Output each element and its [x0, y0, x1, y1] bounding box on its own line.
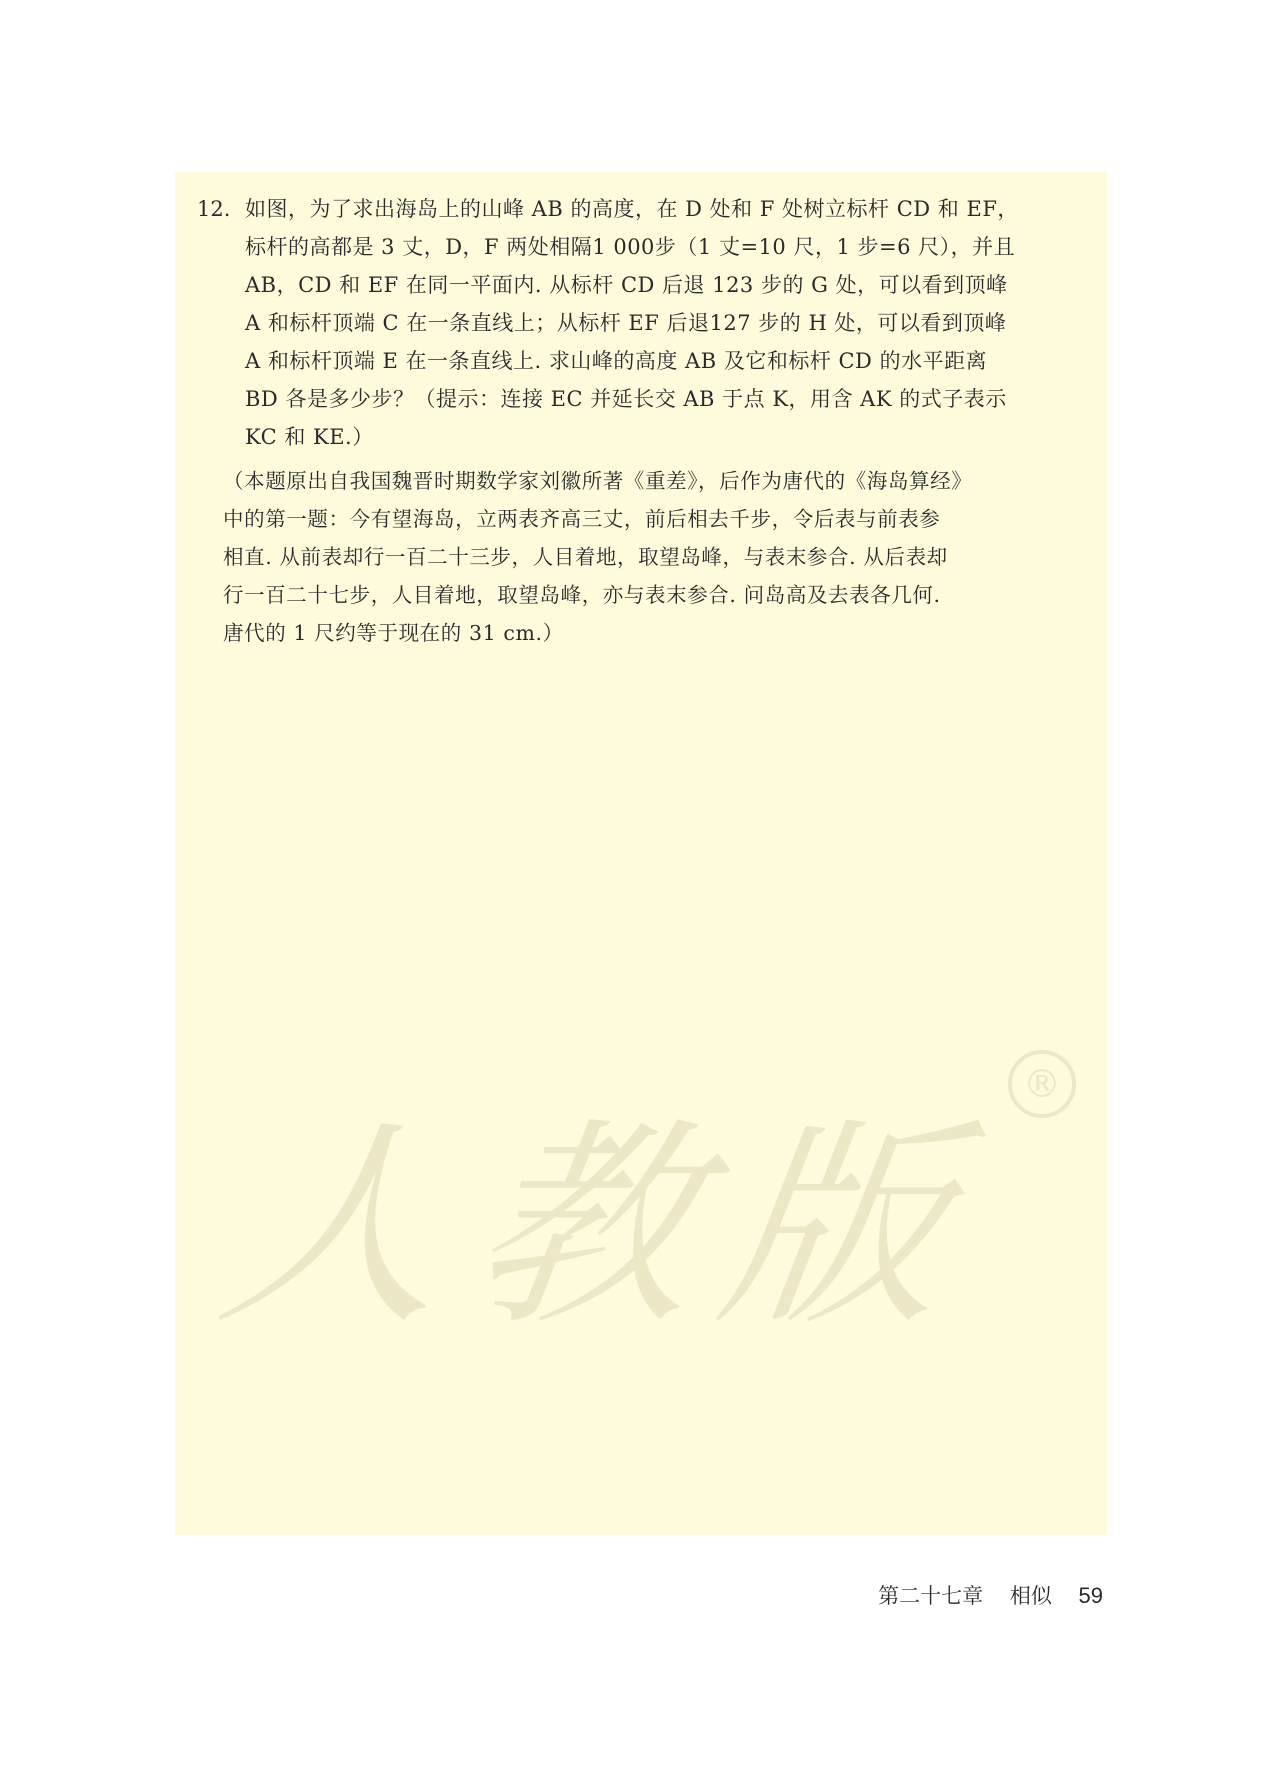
- note-line: 行一百二十七步，人目着地，取望岛峰，亦与表末参合. 问岛高及去表各几何.: [223, 583, 941, 607]
- page-number: 59: [1078, 1583, 1103, 1608]
- watermark-logo-text: 人教版: [207, 1099, 994, 1355]
- exercise-line: AB，CD 和 EF 在同一平面内. 从标杆 CD 后退 123 步的 G 处，可以看到顶峰: [245, 273, 1008, 297]
- note-line: 相直. 从前表却行一百二十三步，人目着地，取望岛峰，与表末参合. 从后表却: [223, 545, 948, 569]
- exercise-number: 12.: [197, 197, 231, 221]
- publisher-watermark: [207, 1050, 1061, 1355]
- exercise-line: 标杆的高都是 3 丈，D，F 两处相隔1 000步（1 丈=10 尺，1 步=6 尺），并且: [245, 235, 1016, 259]
- exercise-line: BD 各是多少步？（提示：连接 EC 并延长交 AB 于点 K，用含 AK 的式子表示: [245, 387, 1007, 411]
- chapter-title: 相似: [1009, 1584, 1052, 1608]
- page-footer: [878, 1580, 1103, 1610]
- historical-note: [223, 462, 1073, 652]
- note-line: （本题原出自我国魏晋时期数学家刘徽所著《重差》，后作为唐代的《海岛算经》: [223, 469, 973, 493]
- exercise-line: KC 和 KE.）: [245, 425, 374, 449]
- registered-mark-icon: ®: [1008, 1050, 1076, 1118]
- exercise-text: [245, 190, 1095, 456]
- note-line: 唐代的 1 尺约等于现在的 31 cm.）: [223, 621, 564, 645]
- note-line: 中的第一题：今有望海岛，立两表齐高三丈，前后相去千步，令后表与前表参: [223, 507, 941, 531]
- exercise-line: 如图，为了求出海岛上的山峰 AB 的高度，在 D 处和 F 处树立标杆 CD 和 EF，: [245, 197, 1019, 221]
- exercise-line: A 和标杆顶端 E 在一条直线上. 求山峰的高度 AB 及它和标杆 CD 的水平距离: [245, 349, 988, 373]
- chapter-label: 第二十七章: [878, 1584, 984, 1608]
- exercise-line: A 和标杆顶端 C 在一条直线上；从标杆 EF 后退127 步的 H 处，可以看到顶峰: [245, 311, 1007, 335]
